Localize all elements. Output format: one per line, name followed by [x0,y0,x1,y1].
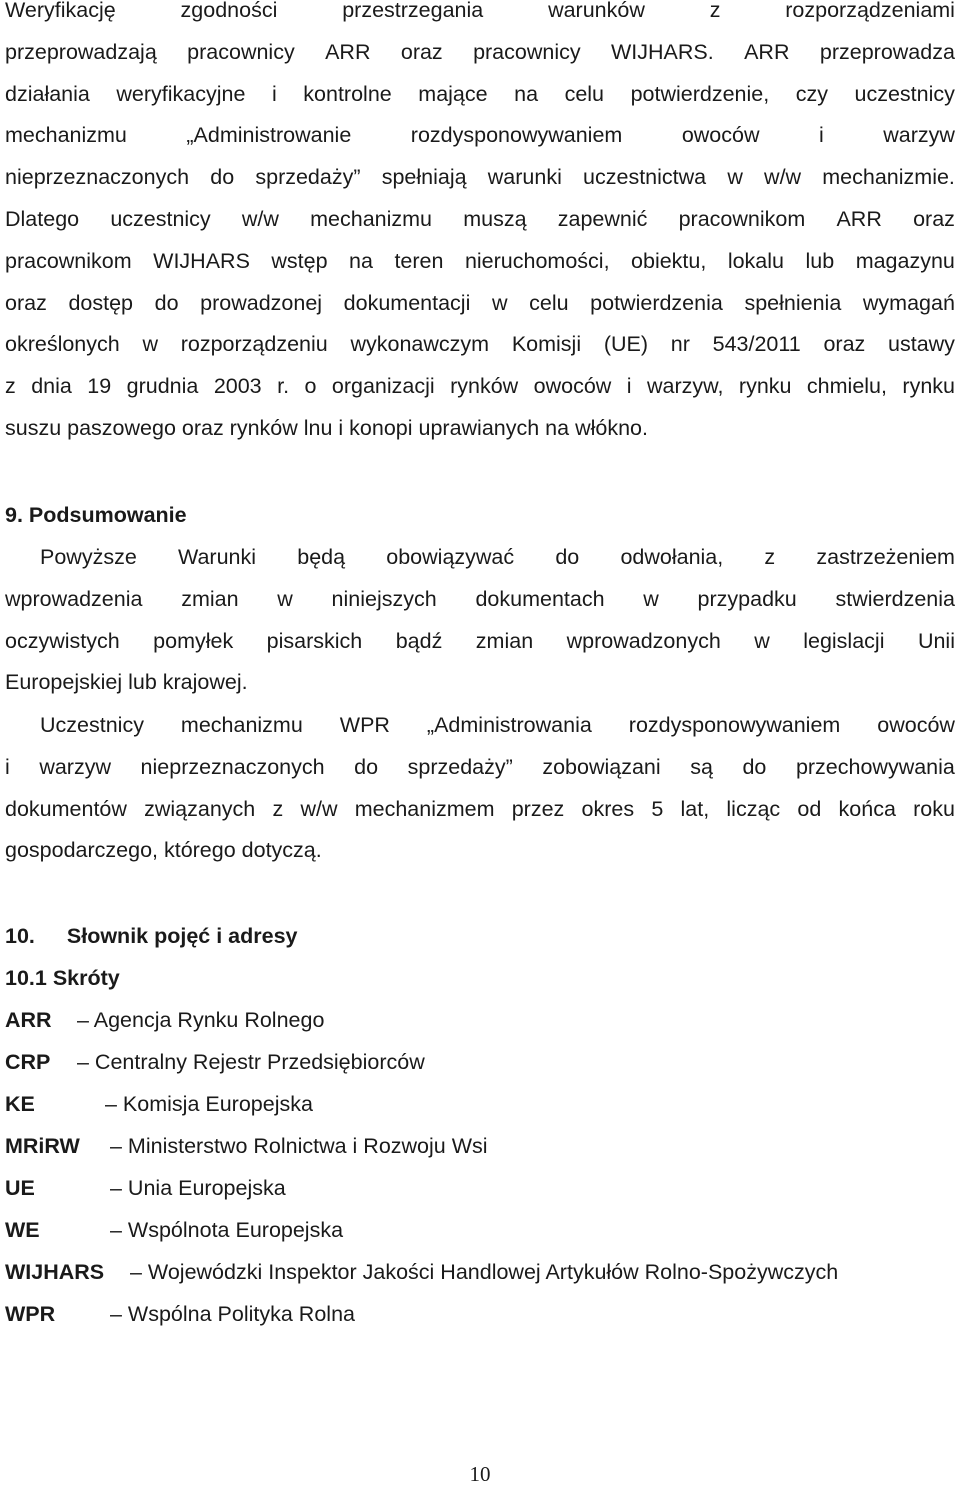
abbreviation-key: MRiRW [5,1134,80,1158]
text-line: Weryfikację zgodności przestrzegania warunków z rozporządzeniami [5,0,955,22]
abbreviation-key: ARR [5,1008,52,1032]
section-9-heading: 9. Podsumowanie [5,503,187,527]
section-10-title: Słownik pojęć i adresy [66,924,298,948]
abbreviation-key: WPR [5,1302,56,1326]
text-line: Powyższe Warunki będą obowiązywać do odwołania, z zastrzeżeniem [40,545,955,569]
section-10-number: 10. [5,924,35,948]
text-line: oraz dostęp do prowadzonej dokumentacji w celu potwierdzenia spełnienia wymagań [5,290,955,315]
abbreviation-definition: – Agencja Rynku Rolnego [77,1008,325,1032]
abbreviation-definition: – Wojewódzki Inspektor Jakości Handlowej Artykułów Rolno-Spożywczych [130,1260,839,1284]
text-line: pracownikom WIJHARS wstęp na teren nieruchomości, obiektu, lokalu lub magazynu [5,248,955,273]
abbreviation-definition: – Wspólnota Europejska [110,1218,344,1242]
section-10-heading [5,924,298,949]
text-line: i warzyw nieprzeznaczonych do sprzedaży” zobowiązani są do przechowywania [5,754,955,779]
text-line: Europejskiej lub krajowej. [5,670,248,695]
abbreviation-key: UE [5,1176,35,1200]
text-line: dokumentów związanych z w/w mechanizmem przez okres 5 lat, licząc od końca roku [5,796,955,821]
summary-paragraph-1 [5,537,955,704]
summary-paragraph-2 [5,705,955,872]
abbreviation-definition: – Centralny Rejestr Przedsiębiorców [77,1050,425,1074]
abbreviation-row [5,1050,425,1075]
abbreviation-definition: – Wspólna Polityka Rolna [110,1302,355,1326]
abbreviation-row [5,1134,488,1159]
abbreviation-key: KE [5,1092,35,1116]
abbreviation-row [5,1260,838,1285]
abbreviation-key: WIJHARS [5,1260,105,1284]
section-10-1-heading: 10.1 Skróty [5,966,120,990]
abbreviation-row [5,1008,324,1033]
text-line: przeprowadzają pracownicy ARR oraz pracownicy WIJHARS. ARR przeprowadza [5,39,955,64]
abbreviation-row [5,1218,343,1243]
abbreviation-definition: – Ministerstwo Rolnictwa i Rozwoju Wsi [110,1134,488,1158]
text-line: działania weryfikacyjne i kontrolne mające na celu potwierdzenie, czy uczestnicy [5,81,955,106]
abbreviation-key: CRP [5,1050,51,1074]
text-line: mechanizmu „Administrowanie rozdysponowywaniem owoców i warzyw [5,123,955,148]
abbreviation-row [5,1092,313,1117]
abbreviation-row [5,1176,286,1201]
abbreviation-row [5,1302,355,1327]
text-line: Dlatego uczestnicy w/w mechanizmu muszą zapewnić pracownikom ARR oraz [5,206,955,231]
verification-paragraph [5,0,955,450]
abbreviation-key: WE [5,1218,40,1242]
text-line: oczywistych pomyłek pisarskich bądź zmian wprowadzonych w legislacji Unii [5,628,955,653]
text-line: gospodarczego, którego dotyczą. [5,838,322,863]
text-line: z dnia 19 grudnia 2003 r. o organizacji rynków owoców i warzyw, rynku chmielu, rynku [5,374,955,399]
abbreviation-definition: – Komisja Europejska [105,1092,313,1116]
page-number: 10 [469,1462,491,1486]
text-line: określonych w rozporządzeniu wykonawczym Komisji (UE) nr 543/2011 oraz ustawy [5,332,955,357]
text-line: wprowadzenia zmian w niniejszych dokumentach w przypadku stwierdzenia [5,586,955,611]
text-line: Uczestnicy mechanizmu WPR „Administrowania rozdysponowywaniem owoców [40,713,955,737]
abbreviation-definition: – Unia Europejska [110,1176,286,1200]
text-line: suszu paszowego oraz rynków lnu i konopi uprawianych na włókno. [5,415,648,440]
text-line: nieprzeznaczonych do sprzedaży” spełniają warunki uczestnictwa w w/w mechanizmie. [5,165,955,190]
